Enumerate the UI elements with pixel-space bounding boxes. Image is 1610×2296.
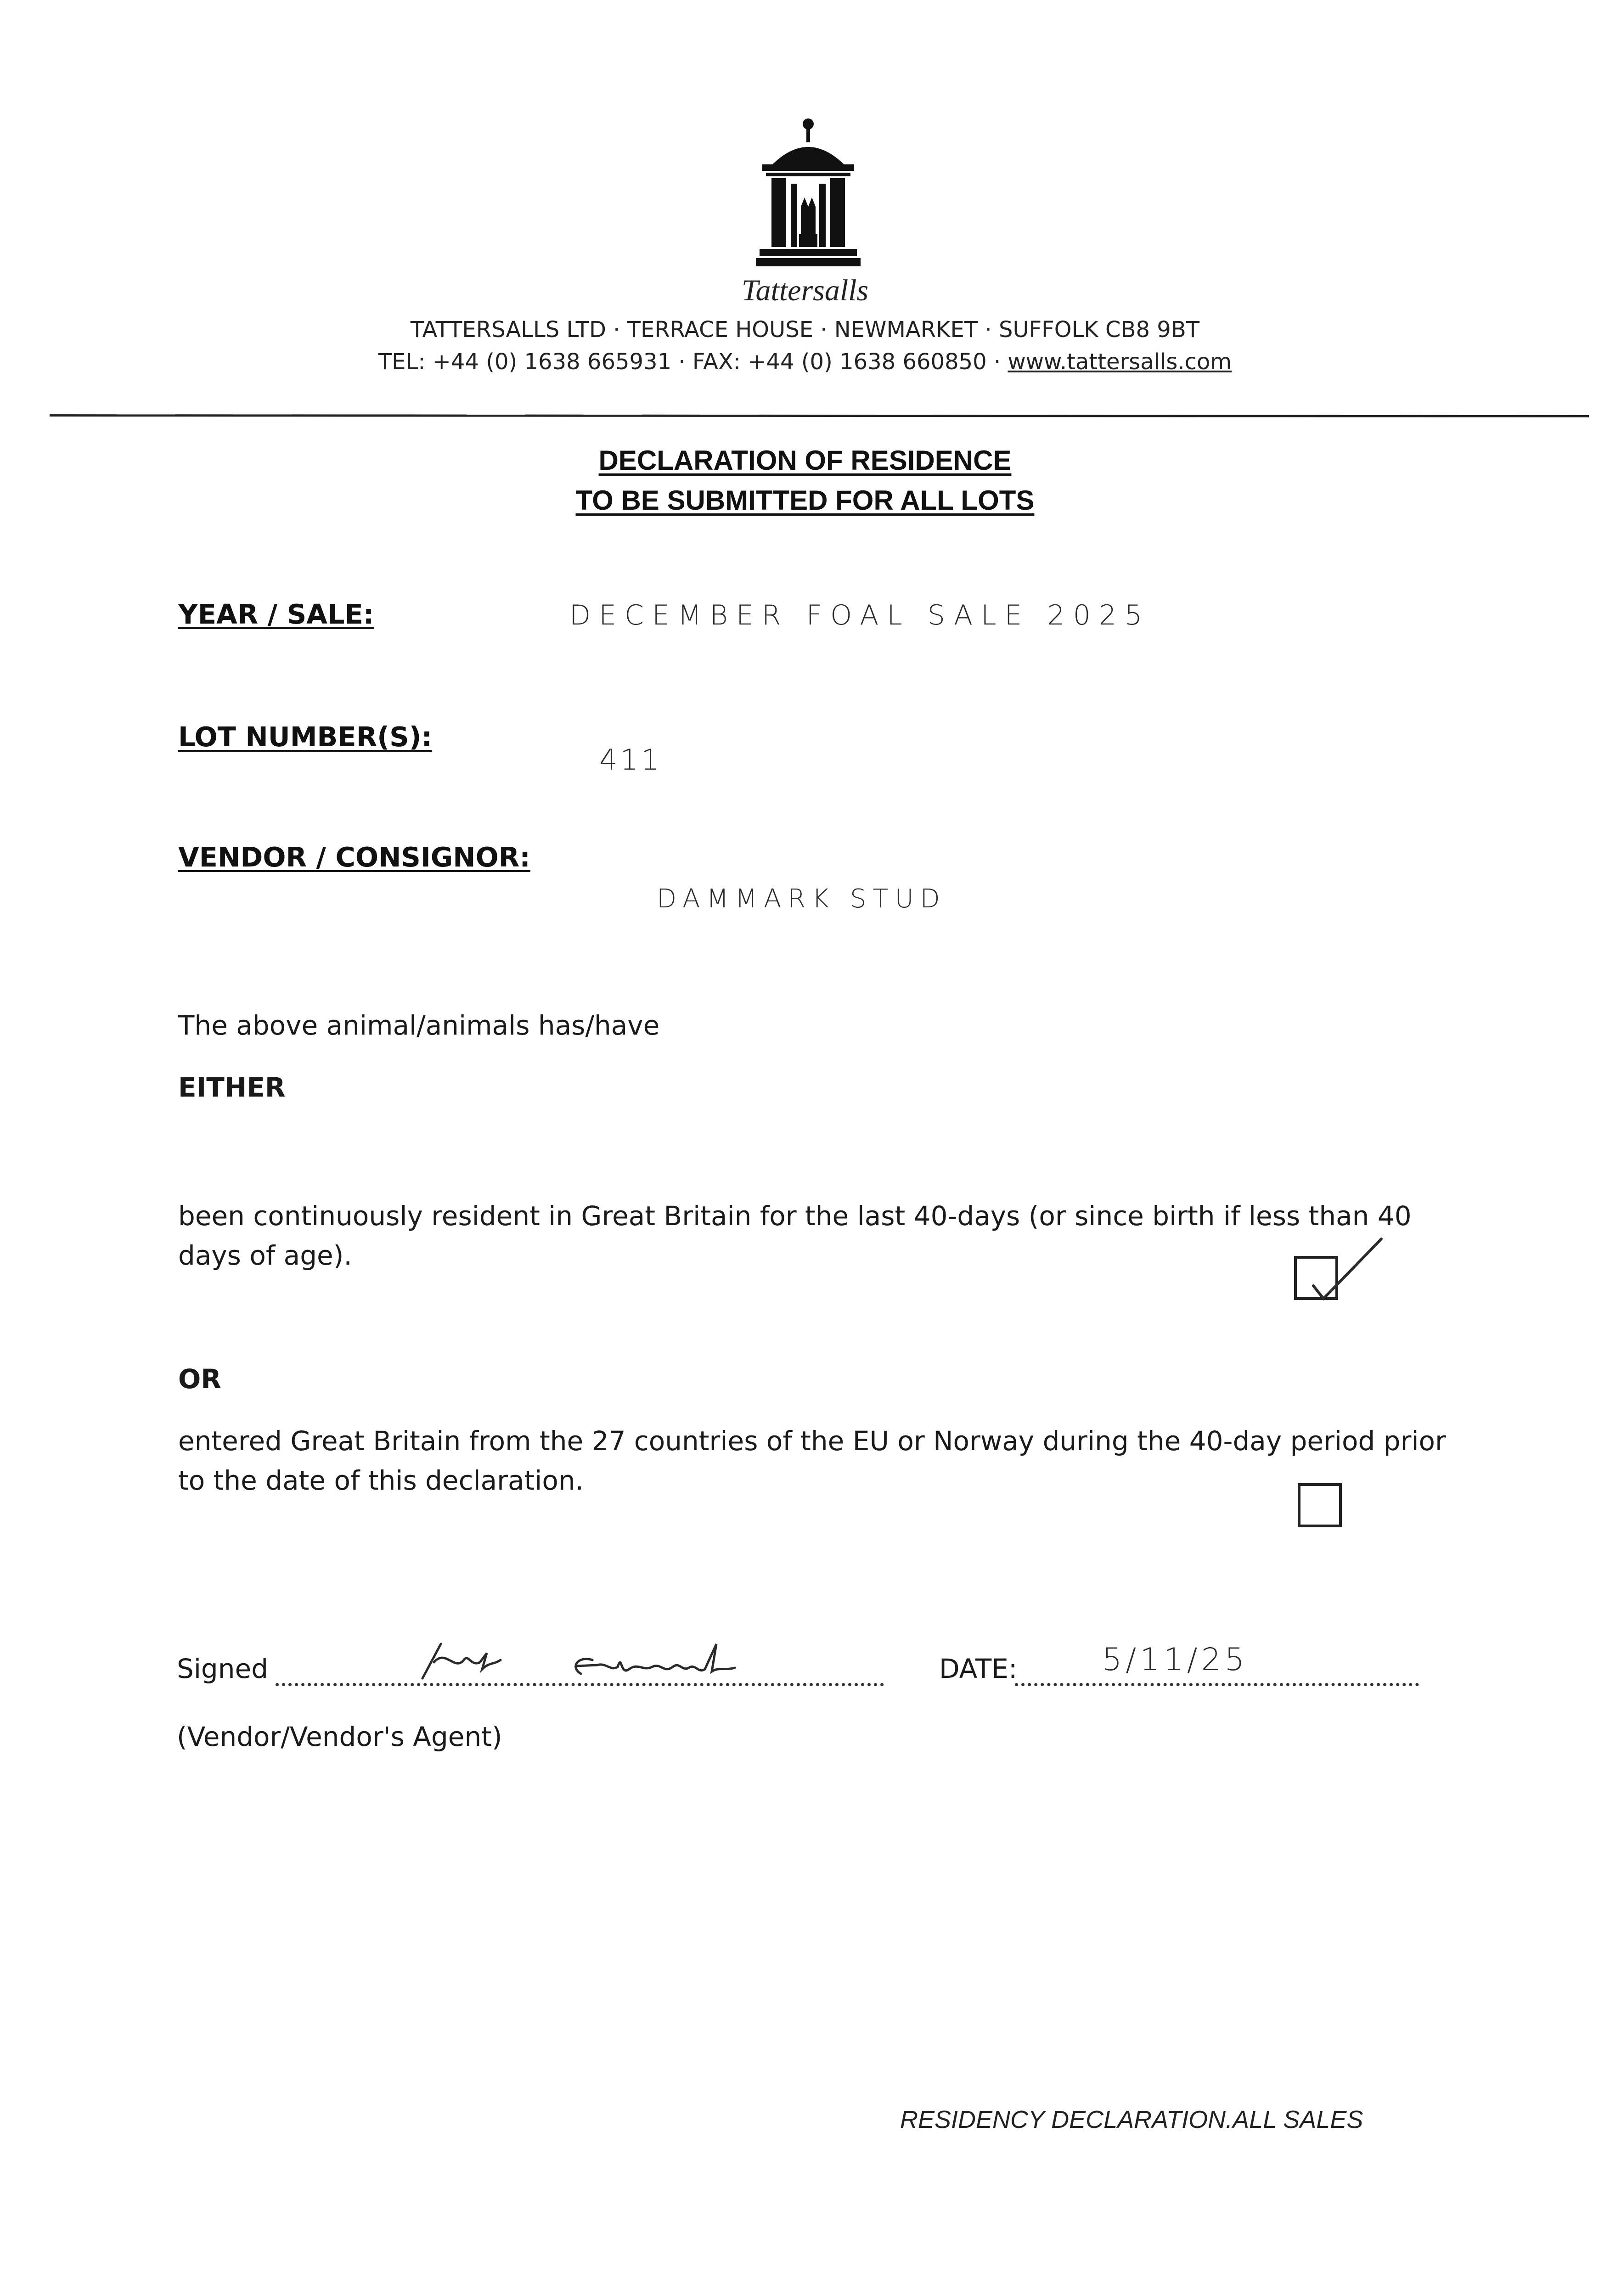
lot-number-value[interactable]: 411 [599, 743, 662, 777]
or-label: OR [178, 1363, 221, 1395]
lot-number-label: LOT NUMBER(S): [178, 721, 433, 753]
date-line [1015, 1683, 1419, 1686]
vendor-consignor-label: VENDOR / CONSIGNOR: [178, 841, 530, 873]
year-sale-value[interactable]: DECEMBER FOAL SALE 2025 [569, 599, 1151, 631]
header-divider [50, 414, 1589, 417]
contact-line [254, 349, 1356, 375]
brand-name: Tattersalls [741, 274, 869, 307]
document-subtitle: TO BE SUBMITTED FOR ALL LOTS [575, 485, 1035, 516]
option1-text: been continuously resident in Great Britain for the last 40-days (or since birth if less than 40 days of age). [178, 1200, 1412, 1271]
footer-reference: RESIDENCY DECLARATION.ALL SALES [900, 2106, 1363, 2133]
option2-text: entered Great Britain from the 27 countries of the EU or Norway during the 40-day period prior to the date of this declaration. [178, 1425, 1446, 1496]
option2-checkbox[interactable] [1298, 1483, 1342, 1527]
date-value[interactable]: 5/11/25 [1102, 1642, 1249, 1678]
declaration-intro: The above animal/animals has/have [178, 1010, 660, 1041]
vendor-consignor-value[interactable]: DAMMARK STUD [657, 884, 946, 914]
either-label: EITHER [178, 1072, 286, 1103]
signed-label: Signed [177, 1653, 269, 1684]
signature-mark[interactable] [413, 1635, 804, 1690]
signer-role: (Vendor/Vendor's Agent) [177, 1721, 502, 1752]
year-sale-label: YEAR / SALE: [178, 598, 374, 630]
website-link[interactable]: www.tattersalls.com [1008, 349, 1232, 375]
document-title: DECLARATION OF RESIDENCE [598, 445, 1012, 476]
company-address: TATTERSALLS LTD · TERRACE HOUSE · NEWMARKET · SUFFOLK CB8 9BT [410, 317, 1200, 343]
tattersalls-logo [753, 115, 863, 271]
contact-numbers: TEL: +44 (0) 1638 665931 · FAX: +44 (0) 1638 660850 · [378, 349, 1008, 375]
date-label: DATE: [939, 1653, 1018, 1684]
checkmark-icon [1300, 1235, 1391, 1304]
